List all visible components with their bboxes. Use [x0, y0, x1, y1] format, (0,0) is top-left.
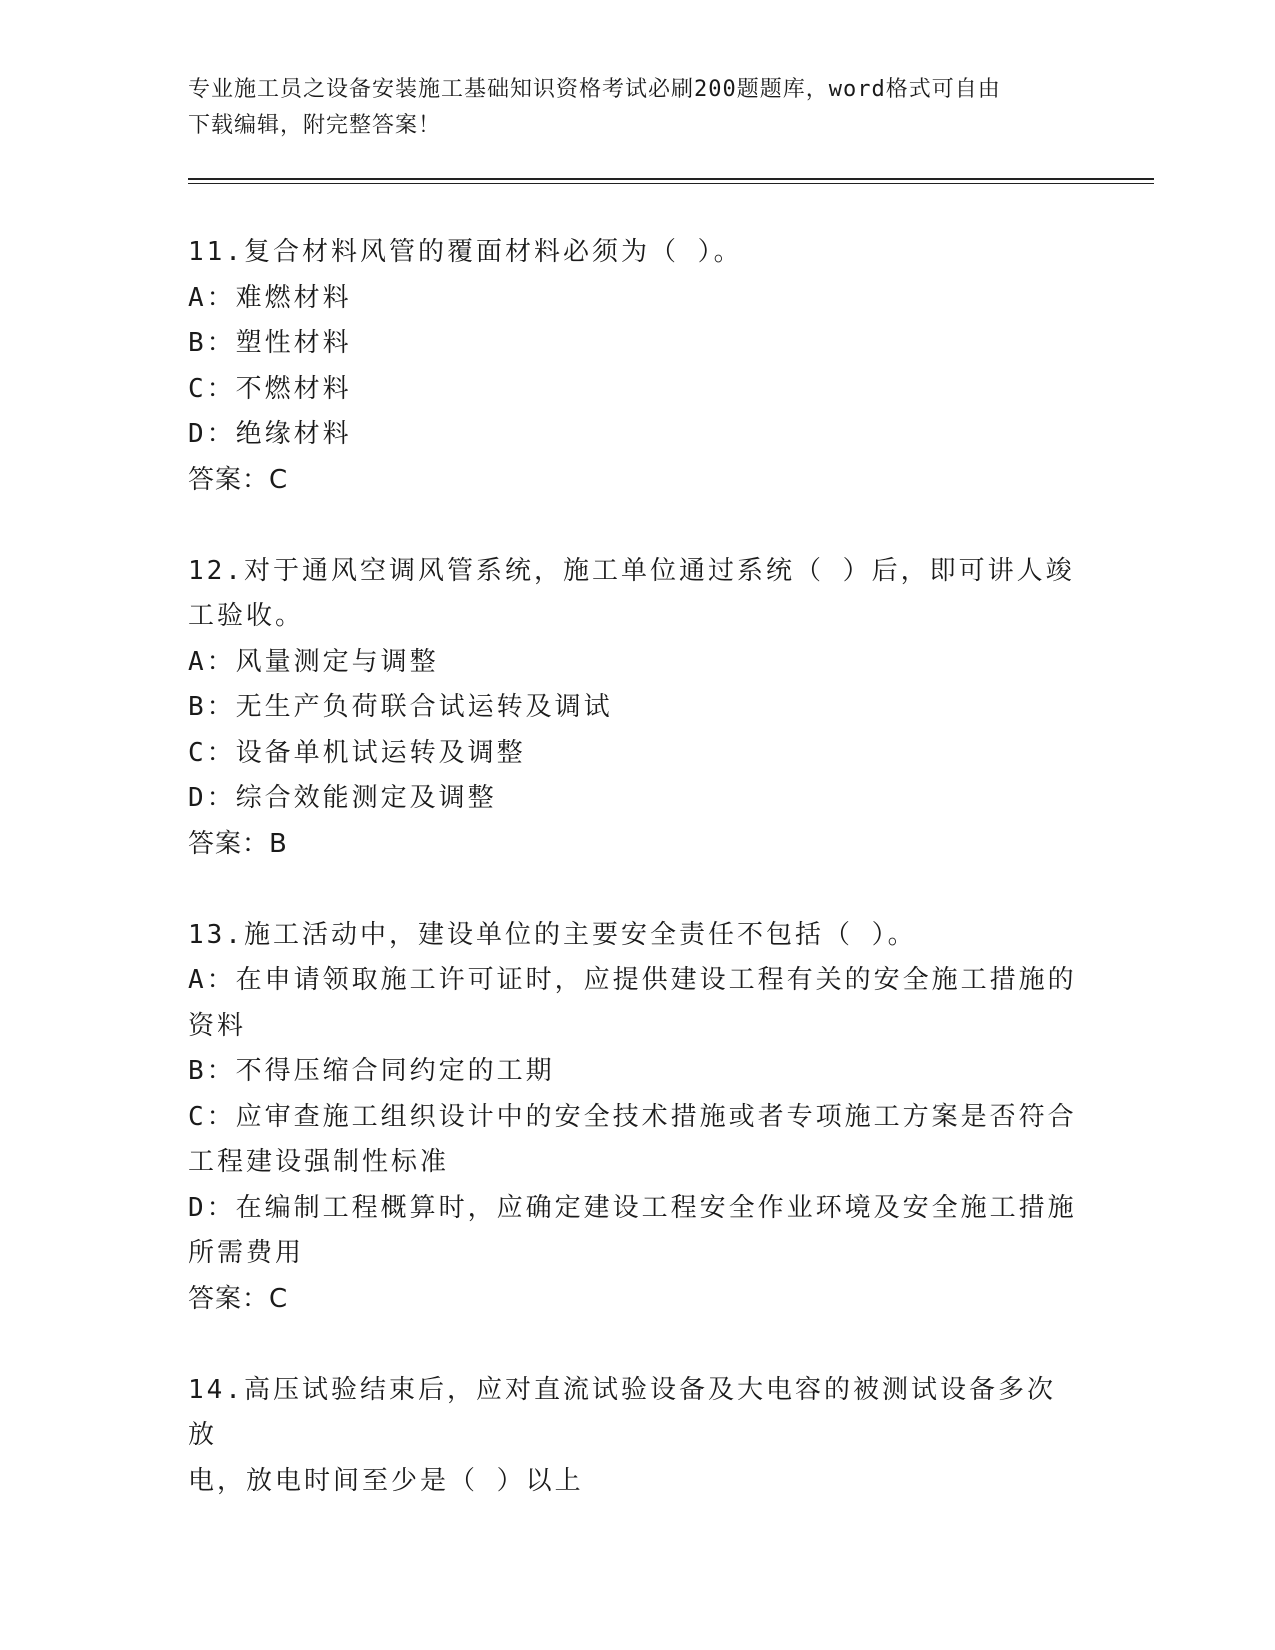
- answer-option: B：不得压缩合同约定的工期: [188, 1056, 555, 1086]
- question-block: [188, 230, 1083, 503]
- question-block: [188, 913, 1083, 1323]
- answer-option: 资料: [188, 1010, 247, 1041]
- header-line-1: 专业施工员之设备安装施工基础知识资格考试必刷200题题库，word格式可自由: [188, 77, 1001, 102]
- answer-option: D：绝缘材料: [188, 419, 352, 449]
- question-stem: 电，放电时间至少是（ ）以上: [188, 1465, 584, 1496]
- answer-option: C：应审查施工组织设计中的安全技术措施或者专项施工方案是否符合: [188, 1101, 1077, 1132]
- question-stem: 工验收。: [188, 601, 305, 631]
- question-stem: 11.复合材料风管的覆面材料必须为（ ）。: [188, 237, 743, 267]
- answer-key: 答案：C: [188, 464, 289, 495]
- answer-option: A：在申请领取施工许可证时，应提供建设工程有关的安全施工措施的: [188, 965, 1077, 995]
- header-line-2: 下载编辑，附完整答案！: [188, 113, 442, 138]
- answer-option: A：难燃材料: [188, 282, 352, 313]
- answer-option: A：风量测定与调整: [188, 646, 439, 677]
- answer-option: C：设备单机试运转及调整: [188, 737, 526, 768]
- answer-option: D：综合效能测定及调整: [188, 783, 497, 813]
- answer-option: 工程建设强制性标准: [188, 1147, 450, 1177]
- header-divider-thick: [188, 178, 1154, 180]
- question-stem: 14.高压试验结束后，应对直流试验设备及大电容的被测试设备多次放: [188, 1374, 1056, 1450]
- document-header: [188, 72, 1068, 144]
- answer-option: C：不燃材料: [188, 373, 352, 404]
- question-block: [188, 549, 1083, 868]
- question-list: [188, 230, 1083, 1550]
- question-stem: 13.施工活动中，建设单位的主要安全责任不包括（ ）。: [188, 919, 917, 950]
- answer-option: D：在编制工程概算时，应确定建设工程安全作业环境及安全施工措施: [188, 1192, 1077, 1223]
- answer-option: 所需费用: [188, 1238, 305, 1268]
- header-divider-thin: [188, 183, 1154, 184]
- question-block: [188, 1368, 1083, 1505]
- answer-option: B：塑性材料: [188, 328, 352, 358]
- answer-key: 答案：B: [188, 828, 288, 859]
- answer-option: B：无生产负荷联合试运转及调试: [188, 692, 613, 722]
- answer-key: 答案：C: [188, 1283, 289, 1314]
- question-stem: 12.对于通风空调风管系统，施工单位通过系统（ ）后，即可讲人竣: [188, 555, 1075, 586]
